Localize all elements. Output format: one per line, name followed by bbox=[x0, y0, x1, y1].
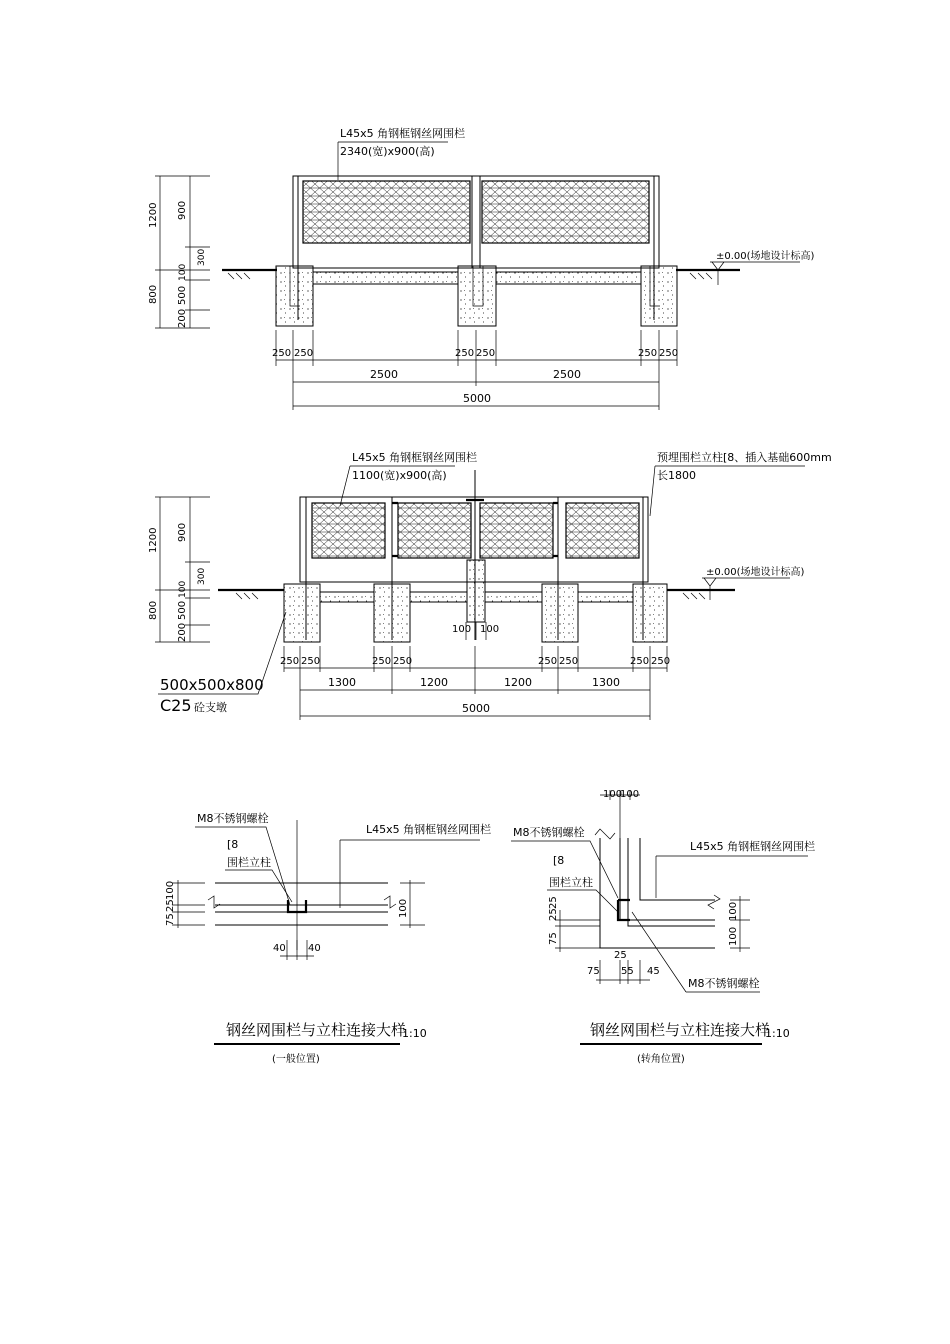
grade-label-1: ±0.00(场地设计标高) bbox=[716, 251, 815, 262]
d1-dim-40a: 40 bbox=[273, 943, 286, 954]
frame-label-1a: L45x5 角钢框钢丝网围栏 bbox=[340, 127, 466, 140]
detail-corner bbox=[511, 789, 815, 1065]
d1-frame-lines bbox=[215, 883, 388, 925]
d1-dim-lines bbox=[172, 880, 425, 960]
d1-post-leader bbox=[225, 870, 292, 902]
footing-1a bbox=[276, 266, 313, 326]
frame-label-2b: 1100(宽)x900(高) bbox=[352, 469, 447, 482]
hdim-2-b: 250 bbox=[301, 656, 321, 667]
hdim-2-span-b: 1200 bbox=[420, 676, 448, 689]
hdim-2-g: 250 bbox=[630, 656, 650, 667]
d1-bolt-label: M8不锈钢螺栓 bbox=[197, 812, 269, 825]
grade-beam-1a bbox=[313, 272, 458, 284]
vdim-1-100: 100 bbox=[178, 263, 188, 281]
elevation-2 bbox=[148, 450, 832, 720]
footing-1c bbox=[641, 266, 677, 326]
d1-dim-25: 25 bbox=[165, 899, 176, 912]
grade-beam-1b bbox=[496, 272, 641, 284]
detail-general bbox=[165, 811, 491, 1065]
footing-2d bbox=[542, 584, 578, 642]
hdim-2-span-c: 1200 bbox=[504, 676, 532, 689]
hdim-1-a: 250 bbox=[272, 348, 292, 359]
frame-label-1b: 2340(宽)x900(高) bbox=[340, 145, 435, 158]
mesh-panel-2c bbox=[480, 503, 553, 558]
d2-title: 钢丝网围栏与立柱连接大样 bbox=[590, 1021, 771, 1039]
d2-frame-lines bbox=[600, 838, 715, 948]
hdim-1-d: 250 bbox=[476, 348, 496, 359]
footing-2b bbox=[374, 584, 410, 642]
vdim-2-800: 800 bbox=[148, 600, 159, 620]
d1-post-label: 围栏立柱 bbox=[227, 856, 271, 869]
frame-label-2a: L45x5 角钢框钢丝网围栏 bbox=[352, 451, 478, 464]
grade-label-2: ±0.00(场地设计标高) bbox=[706, 567, 805, 578]
hdim-2-span-a: 1300 bbox=[328, 676, 356, 689]
d2-dim-bottom-45: 45 bbox=[647, 966, 660, 977]
d1-dim-75: 75 bbox=[165, 913, 176, 926]
grade-beam-2b bbox=[410, 592, 467, 602]
hdim-2-c: 250 bbox=[372, 656, 392, 667]
hdim-2-h: 250 bbox=[651, 656, 671, 667]
vdim-1-300: 300 bbox=[197, 248, 207, 266]
d2-dim-bottom-55: 55 bbox=[621, 966, 634, 977]
d2-subtitle: (转角位置) bbox=[637, 1054, 685, 1065]
d2-bolt-label-bottom: M8不锈钢螺栓 bbox=[688, 977, 760, 990]
hdim-1-span-a: 2500 bbox=[370, 368, 398, 381]
footing-2a bbox=[284, 584, 320, 642]
d1-subtitle: (一般位置) bbox=[272, 1054, 320, 1065]
mesh-panel-1b bbox=[482, 181, 649, 243]
d1-scale: 1:10 bbox=[402, 1027, 427, 1040]
mesh-panel-2b bbox=[398, 503, 471, 558]
hdim-2-span-d: 1300 bbox=[592, 676, 620, 689]
d1-dim-40b: 40 bbox=[308, 943, 321, 954]
hdim-2-e: 250 bbox=[538, 656, 558, 667]
vdim-1-1200: 1200 bbox=[148, 202, 159, 228]
footing-label-b: C25 bbox=[160, 696, 192, 715]
d2-post-label: 围栏立柱 bbox=[549, 876, 593, 889]
d2-scale: 1:10 bbox=[765, 1027, 790, 1040]
d1-frame-label: L45x5 角钢框钢丝网围栏 bbox=[366, 823, 492, 836]
d2-frame-label: L45x5 角钢框钢丝网围栏 bbox=[690, 840, 816, 853]
d2-dim-25b: 25 bbox=[548, 896, 559, 909]
center-dim-b: 100 bbox=[480, 624, 500, 635]
vdim-1-500: 500 bbox=[177, 285, 188, 305]
footing-1b bbox=[458, 266, 496, 326]
d2-top-dim-a: 100 bbox=[603, 789, 623, 800]
elevation-1 bbox=[148, 126, 815, 410]
vdim-1-900: 900 bbox=[177, 200, 188, 220]
post-label-2a: 预埋围栏立柱[8、插入基础600mm bbox=[657, 451, 832, 464]
d1-dim-right: 100 bbox=[398, 898, 409, 918]
vdim-2-100: 100 bbox=[178, 580, 188, 598]
mesh-panel-2d bbox=[566, 503, 639, 558]
grade-beam-2a bbox=[320, 592, 374, 602]
footing-2e bbox=[633, 584, 667, 642]
d1-title: 钢丝网围栏与立柱连接大样 bbox=[226, 1021, 407, 1039]
vdim-2-900: 900 bbox=[177, 522, 188, 542]
hdim-2-f: 250 bbox=[559, 656, 579, 667]
footing-label-a: 500x500x800 bbox=[160, 676, 264, 694]
d2-dim-25a: 25 bbox=[548, 908, 559, 921]
vdim-2-200: 200 bbox=[177, 622, 188, 642]
grade-beam-2c bbox=[485, 592, 542, 602]
d2-dim-75: 75 bbox=[548, 932, 559, 945]
hdim-1-span-b: 2500 bbox=[553, 368, 581, 381]
d2-dim-right-b: 100 bbox=[728, 901, 739, 921]
vdim-1-800: 800 bbox=[148, 284, 159, 304]
mesh-panel-2a bbox=[312, 503, 385, 558]
footing-label-c: 砼支墩 bbox=[194, 701, 227, 714]
d2-dim-right-a: 100 bbox=[728, 926, 739, 946]
post-label-2b: 长1800 bbox=[657, 469, 696, 482]
footing-2c bbox=[467, 560, 485, 622]
hdim-1-b: 250 bbox=[294, 348, 314, 359]
d1-channel-label: [8 bbox=[227, 838, 239, 851]
vdim-1-200: 200 bbox=[177, 308, 188, 328]
hdim-1-f: 250 bbox=[659, 348, 679, 359]
hdim-2-a: 250 bbox=[280, 656, 300, 667]
mesh-panel-1a bbox=[303, 181, 470, 243]
d2-top-dim-b: 100 bbox=[620, 789, 640, 800]
vdim-2-500: 500 bbox=[177, 600, 188, 620]
center-dim-a: 100 bbox=[452, 624, 472, 635]
vdim-2-1200: 1200 bbox=[148, 527, 159, 553]
hdim-2-d: 250 bbox=[393, 656, 413, 667]
d2-dim-bottom-75: 75 bbox=[587, 966, 600, 977]
d2-channel-label: [8 bbox=[553, 854, 565, 867]
vdim-2-300: 300 bbox=[197, 567, 207, 585]
grade-mark-1 bbox=[710, 262, 800, 285]
hdim-1-e: 250 bbox=[638, 348, 658, 359]
hdim-1-c: 250 bbox=[455, 348, 475, 359]
d2-bolt-leader bbox=[511, 841, 618, 898]
grade-beam-2d bbox=[578, 592, 633, 602]
hdim-2-total: 5000 bbox=[462, 702, 490, 715]
d2-dim-bottom-25: 25 bbox=[614, 950, 627, 961]
d2-bolt-label: M8不锈钢螺栓 bbox=[513, 826, 585, 839]
d2-frame-leader bbox=[656, 856, 808, 898]
hdim-1-total: 5000 bbox=[463, 392, 491, 405]
d1-breaks bbox=[208, 896, 396, 908]
d1-dim-100: 100 bbox=[165, 880, 176, 900]
